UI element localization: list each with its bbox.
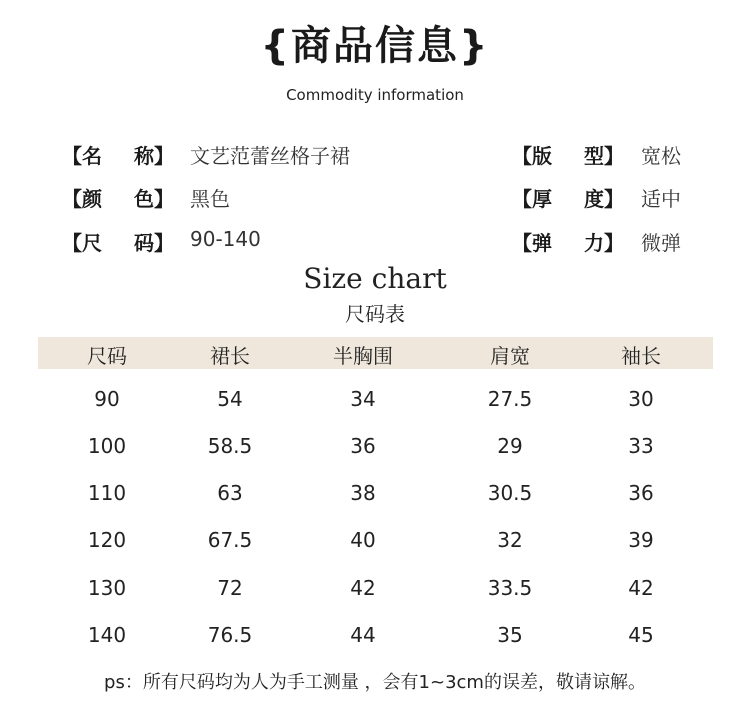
page-title: {商品信息}	[260, 23, 490, 69]
table-cell: 76.5	[207, 623, 253, 647]
table-cell: 67.5	[207, 528, 253, 552]
table-cell: 42	[350, 576, 376, 600]
table-header-cell: 肩宽	[490, 344, 530, 368]
info-label-size: 【尺 码】	[62, 231, 174, 255]
table-cell: 140	[87, 623, 127, 647]
table-cell: 36	[350, 434, 376, 458]
table-cell: 32	[497, 528, 523, 552]
table-cell: 63	[217, 481, 243, 505]
info-row-color	[0, 183, 750, 213]
table-header-cell: 袖长	[621, 344, 661, 368]
table-cell: 44	[350, 623, 376, 647]
table-cell: 42	[628, 576, 654, 600]
info-value-elasticity: 微弹	[641, 231, 681, 255]
table-cell: 45	[628, 623, 654, 647]
info-value-name: 文艺范蕾丝格子裙	[190, 144, 350, 168]
table-cell: 90	[94, 387, 120, 411]
table-cell: 120	[87, 528, 127, 552]
table-cell: 36	[628, 481, 654, 505]
table-cell: 100	[87, 434, 127, 458]
table-cell: 72	[217, 576, 243, 600]
table-cell: 54	[217, 387, 243, 411]
table-cell: 38	[350, 481, 376, 505]
info-value-color: 黑色	[190, 187, 230, 211]
info-value-size: 90-140	[190, 227, 261, 251]
table-cell: 58.5	[207, 434, 253, 458]
info-row-size	[0, 227, 750, 257]
page-subtitle: Commodity information	[286, 86, 464, 104]
table-cell: 33.5	[487, 576, 533, 600]
table-cell: 29	[497, 434, 523, 458]
measurement-note: ps：所有尺码均为人为手工测量 ，会有1~3cm的误差，敬请谅解。	[104, 672, 646, 693]
info-label-name: 【名 称】	[62, 144, 174, 168]
table-cell: 34	[350, 387, 376, 411]
size-chart-title-en: Size chart	[303, 262, 447, 295]
table-cell: 33	[628, 434, 654, 458]
table-cell: 30.5	[487, 481, 533, 505]
table-header-cell: 半胸围	[333, 344, 393, 368]
table-cell: 110	[87, 481, 127, 505]
table-cell: 39	[628, 528, 654, 552]
table-header-cell: 裙长	[210, 344, 250, 368]
info-label-thickness: 【厚 度】	[512, 187, 624, 211]
info-label-color: 【颜 色】	[62, 187, 174, 211]
table-header-cell: 尺码	[87, 344, 127, 368]
info-label-elasticity: 【弹 力】	[512, 231, 624, 255]
info-label-fit: 【版 型】	[512, 144, 624, 168]
table-cell: 40	[350, 528, 376, 552]
size-chart-title-cn: 尺码表	[345, 302, 405, 326]
info-value-thickness: 适中	[641, 187, 681, 211]
table-cell: 30	[628, 387, 654, 411]
table-cell: 27.5	[487, 387, 533, 411]
table-cell: 130	[87, 576, 127, 600]
info-value-fit: 宽松	[641, 144, 681, 168]
table-cell: 35	[497, 623, 523, 647]
info-row-name	[0, 140, 750, 170]
